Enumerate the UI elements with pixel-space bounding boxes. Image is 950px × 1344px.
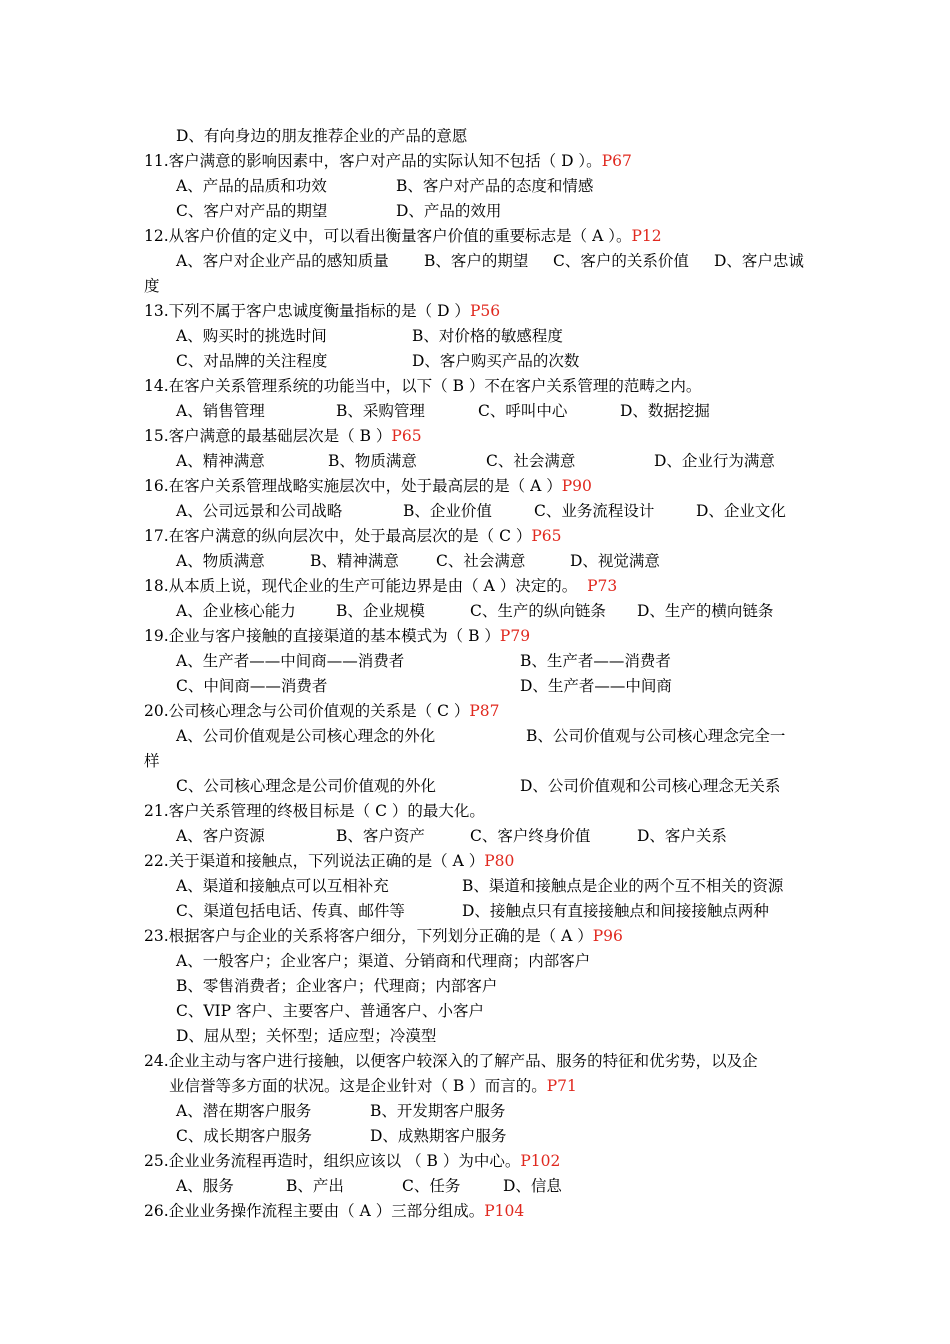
option-d: D、成熟期客户服务 [370, 1127, 507, 1145]
page-reference: P65 [531, 527, 562, 545]
option-a: A、潜在期客户服务 [176, 1102, 312, 1120]
option-b-continuation: 样 [144, 752, 160, 770]
option-a: A、购买时的挑选时间 [176, 327, 327, 345]
question-stem: 12.从客户价值的定义中，可以看出衡量客户价值的重要标志是（ A ）。 [144, 227, 632, 245]
question-stem: 16.在客户关系管理战略实施层次中，处于最高层的是（ A ） [144, 477, 562, 495]
option-d: D、接触点只有直接接触点和间接接触点两种 [462, 902, 769, 920]
option-d: D、视觉满意 [570, 552, 660, 570]
option-c: C、客户的关系价值 [553, 252, 689, 270]
option-d: D、客户忠诚 [714, 252, 804, 270]
page-reference: P79 [499, 627, 531, 645]
question-21: 21.客户关系管理的终极目标是（ C ）的最大化。 [144, 802, 485, 820]
option-d: D、信息 [503, 1177, 562, 1195]
page-reference: P104 [484, 1202, 525, 1220]
option-b: B、开发期客户服务 [370, 1102, 506, 1120]
option-b: B、客户对产品的态度和情感 [396, 177, 594, 195]
page-reference: P87 [469, 702, 500, 720]
option-b: B、公司价值观与公司核心理念完全一 [526, 727, 786, 745]
question-11 [144, 151, 632, 171]
option-c: C、社会满意 [486, 452, 576, 470]
option-c: C、公司核心理念是公司价值观的外化 [176, 777, 436, 795]
question-stem: 13.下列不属于客户忠诚度衡量指标的是（ D ） [144, 302, 470, 320]
option-a: A、物质满意 [176, 552, 265, 570]
option-b: B、企业规模 [336, 602, 425, 620]
option-c: C、业务流程设计 [534, 502, 655, 520]
option-d: D、数据挖掘 [620, 402, 710, 420]
question-stem: 20.公司核心理念与公司价值观的关系是（ C ） [144, 702, 470, 720]
option-a: A、产品的品质和功效 [176, 177, 327, 195]
question-13 [144, 301, 500, 321]
option-b: B、物质满意 [328, 452, 417, 470]
question-24-continuation [169, 1076, 577, 1096]
question-22 [144, 851, 514, 871]
option-d: D、企业文化 [696, 502, 786, 520]
option-a: A、精神满意 [176, 452, 265, 470]
option-a: A、企业核心能力 [176, 602, 296, 620]
question-stem: 18.从本质上说，现代企业的生产可能边界是由（ A ）决定的。 [144, 577, 578, 595]
question-26 [144, 1201, 524, 1221]
page-reference: P73 [587, 577, 618, 595]
question-14: 14.在客户关系管理系统的功能当中，以下（ B ）不在客户关系管理的范畴之内。 [144, 377, 702, 395]
page-reference: P67 [601, 152, 632, 170]
option-a: A、公司价值观是公司核心理念的外化 [176, 727, 436, 745]
option-a: A、客户资源 [176, 827, 265, 845]
option-b: B、零售消费者；企业客户；代理商；内部客户 [176, 977, 498, 995]
question-stem: 25.企业业务流程再造时，组织应该以 （ B ）为中心。 [144, 1152, 521, 1170]
option-a: A、渠道和接触点可以互相补充 [176, 877, 389, 895]
option-a: A、服务 [176, 1177, 234, 1195]
question-stem: 11.客户满意的影响因素中，客户对产品的实际认知不包括（ D ）。 [144, 152, 602, 170]
option-d-continuation: 度 [144, 277, 160, 295]
question-17 [144, 526, 562, 546]
question-stem: 17.在客户满意的纵向层次中，处于最高层次的是（ C ） [144, 527, 532, 545]
option-c: C、生产的纵向链条 [470, 602, 606, 620]
option-c: C、渠道包括电话、传真、邮件等 [176, 902, 405, 920]
option-b: B、产出 [286, 1177, 344, 1195]
option-b: B、客户资产 [336, 827, 425, 845]
option-d: D、客户购买产品的次数 [412, 352, 580, 370]
option-b: B、对价格的敏感程度 [412, 327, 563, 345]
option-b: B、精神满意 [310, 552, 399, 570]
option-d: D、产品的效用 [396, 202, 502, 220]
page-reference: P56 [469, 302, 501, 320]
option-c: C、客户终身价值 [470, 827, 591, 845]
option-b: B、渠道和接触点是企业的两个互不相关的资源 [462, 877, 784, 895]
question-20 [144, 701, 500, 721]
question-15 [144, 426, 422, 446]
question-19 [144, 626, 530, 646]
option-c: C、客户对产品的期望 [176, 202, 328, 220]
option-c: C、VIP 客户、主要客户、普通客户、小客户 [176, 1002, 485, 1020]
question-stem: 26.企业业务操作流程主要由（ A ）三部分组成。 [144, 1202, 485, 1220]
option-a: A、客户对企业产品的感知质量 [176, 252, 389, 270]
option-d: D、企业行为满意 [654, 452, 775, 470]
question-stem: 23.根据客户与企业的关系将客户细分，下列划分正确的是（ A ） [144, 927, 593, 945]
option-a: A、生产者——中间商——消费者 [176, 652, 405, 670]
option-b: B、采购管理 [336, 402, 425, 420]
option-c: C、任务 [402, 1177, 461, 1195]
option-a: A、一般客户；企业客户；渠道、分销商和代理商；内部客户 [176, 952, 591, 970]
page-reference: P90 [561, 477, 592, 495]
question-23 [144, 926, 623, 946]
page-reference: P71 [546, 1077, 577, 1095]
option-c: C、社会满意 [436, 552, 526, 570]
option-d: D、生产的横向链条 [637, 602, 774, 620]
option-d: D、生产者——中间商 [520, 677, 672, 695]
option-b: B、生产者——消费者 [520, 652, 671, 670]
option-d: D、客户关系 [637, 827, 727, 845]
question-25 [144, 1151, 560, 1171]
option-a: A、公司远景和公司战略 [176, 502, 343, 520]
question-stem: 业信誉等多方面的状况。这是企业针对（ B ）而言的。 [169, 1077, 547, 1095]
option-b: B、客户的期望 [424, 252, 529, 270]
question-stem: 15.客户满意的最基础层次是（ B ） [144, 427, 392, 445]
question-24: 24.企业主动与客户进行接触，以便客户较深入的了解产品、服务的特征和优劣势，以及企 [144, 1052, 758, 1070]
page-reference: P12 [631, 227, 662, 245]
option-b: B、企业价值 [403, 502, 492, 520]
question-stem: 22.关于渠道和接触点，下列说法正确的是（ A ） [144, 852, 485, 870]
page-reference: P80 [484, 852, 515, 870]
option-d: D、公司价值观和公司核心理念无关系 [520, 777, 781, 795]
question-stem: 19.企业与客户接触的直接渠道的基本模式为（ B ） [144, 627, 500, 645]
option-c: C、成长期客户服务 [176, 1127, 312, 1145]
page-reference: P102 [520, 1152, 561, 1170]
question-16 [144, 476, 592, 496]
option-c: C、对品牌的关注程度 [176, 352, 328, 370]
option-a: A、销售管理 [176, 402, 265, 420]
question-18 [144, 576, 617, 596]
option-c: C、中间商——消费者 [176, 677, 328, 695]
option-d: D、有向身边的朋友推荐企业的产品的意愿 [176, 127, 468, 145]
page-reference: P65 [391, 427, 422, 445]
option-d: D、屈从型；关怀型；适应型；冷漠型 [176, 1027, 437, 1045]
option-c: C、呼叫中心 [478, 402, 568, 420]
page-reference: P96 [592, 927, 623, 945]
question-12 [144, 226, 662, 246]
